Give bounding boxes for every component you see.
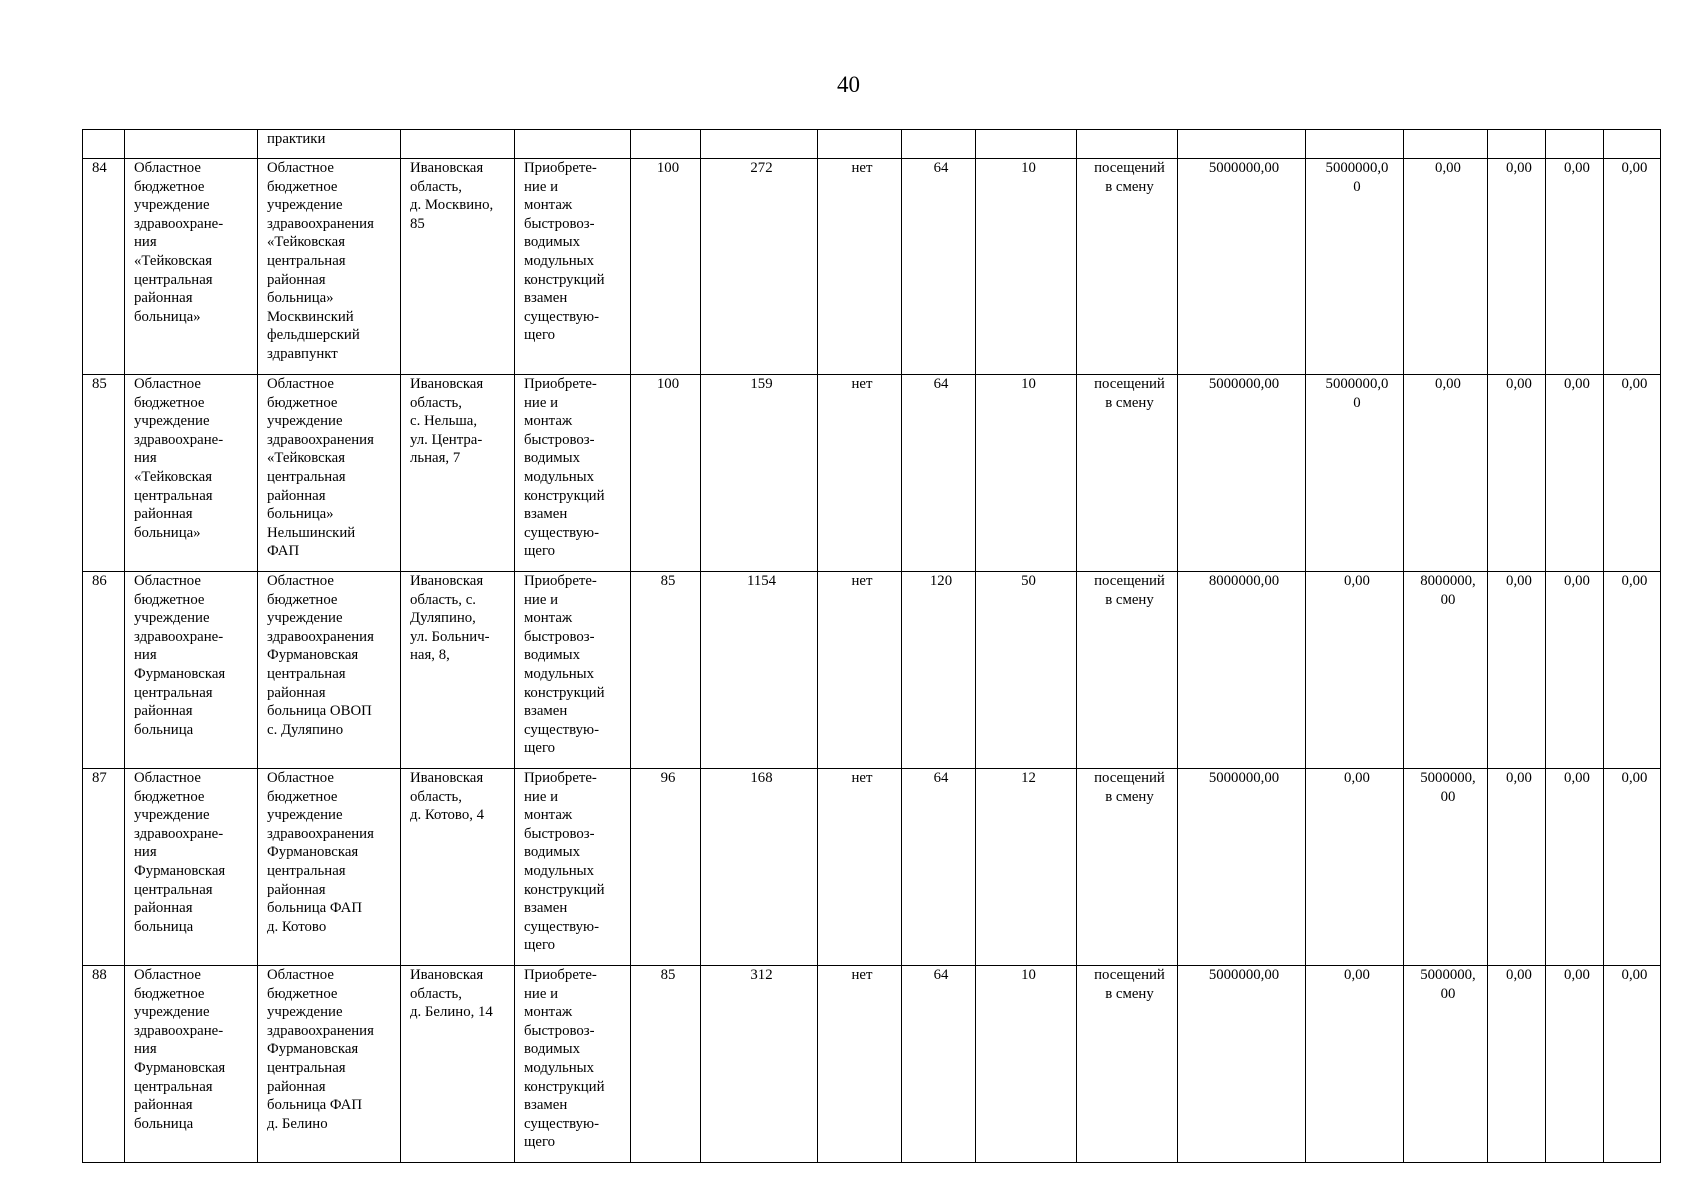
cell-amount: 0,00 [1488,966,1546,1163]
cell-total: 5000000,00 [1178,769,1306,966]
cell-empty [1604,130,1661,159]
cell-measure: Приобрете- ние и монтаж быстровоз- водимых модульных конструкций взамен существую- щего [515,769,631,966]
cell-amount: 0,00 [1404,375,1488,572]
cell-empty [401,130,515,159]
cell-value: 272 [701,159,818,375]
cell-value: 64 [902,769,976,966]
cell-value: 64 [902,159,976,375]
continuation-row [83,130,1661,159]
cell-total: 8000000,00 [1178,572,1306,769]
cell-value: 10 [976,159,1077,375]
cell-value: нет [818,769,902,966]
cell-empty [902,130,976,159]
cell-measure: Приобрете- ние и монтаж быстровоз- водимых модульных конструкций взамен существую- щего [515,375,631,572]
cell-amount: 5000000, 00 [1404,769,1488,966]
cell-empty [515,130,631,159]
cell-value: 85 [631,966,701,1163]
cell-amount: 5000000,0 0 [1306,159,1404,375]
cell-total: 5000000,00 [1178,375,1306,572]
cell-amount: 5000000, 00 [1404,966,1488,1163]
cell-address: Ивановская область, с. Нельша, ул. Центра- льная, 7 [401,375,515,572]
data-table [82,129,1661,1163]
cell-measure: Приобрете- ние и монтаж быстровоз- водимых модульных конструкций взамен существую- щего [515,572,631,769]
cell-empty [1077,130,1178,159]
cell-row-number: 85 [83,375,125,572]
cell-amount: 0,00 [1546,769,1604,966]
cell-total: 5000000,00 [1178,966,1306,1163]
cell-empty [631,130,701,159]
cell-value: 10 [976,966,1077,1163]
cell-row-number: 87 [83,769,125,966]
cell-value: нет [818,375,902,572]
cell-amount: 0,00 [1546,375,1604,572]
cell-amount: 0,00 [1604,966,1661,1163]
cell-amount: 0,00 [1604,159,1661,375]
cell-value: 64 [902,375,976,572]
table-row [83,375,1661,572]
cell-row-number: 86 [83,572,125,769]
cell-empty [1178,130,1306,159]
cell-organization: Областное бюджетное учреждение здравоохране- ния Фурмановская центральная районная больница [125,966,258,1163]
cell-amount: 0,00 [1546,159,1604,375]
cell-facility: Областное бюджетное учреждение здравоохранения «Тейковская центральная районная больница» Москвинский фельдшерский здравпункт [258,159,401,375]
cell-amount: 0,00 [1306,769,1404,966]
page-number: 40 [837,72,860,97]
cell-value: нет [818,966,902,1163]
cell-amount: 5000000,0 0 [1306,375,1404,572]
cell-value: 159 [701,375,818,572]
cell-facility: Областное бюджетное учреждение здравоохранения Фурмановская центральная районная больница ОВОП с. Дуляпино [258,572,401,769]
cell-amount: 0,00 [1488,375,1546,572]
cell-empty [125,130,258,159]
cell-value: 64 [902,966,976,1163]
cell-amount: 0,00 [1306,966,1404,1163]
cell-facility: Областное бюджетное учреждение здравоохранения Фурмановская центральная районная больница ФАП д. Белино [258,966,401,1163]
cell-amount: 0,00 [1546,966,1604,1163]
cell-address: Ивановская область, д. Москвино, 85 [401,159,515,375]
cell-measure: Приобрете- ние и монтаж быстровоз- водимых модульных конструкций взамен существую- щего [515,159,631,375]
cell-empty [818,130,902,159]
cell-value: 10 [976,375,1077,572]
cell-value: 100 [631,159,701,375]
cell-address: Ивановская область, д. Белино, 14 [401,966,515,1163]
cell-value: 12 [976,769,1077,966]
cell-amount: 0,00 [1604,769,1661,966]
cell-organization: Областное бюджетное учреждение здравоохране- ния Фурмановская центральная районная больница [125,572,258,769]
cell-measure: Приобрете- ние и монтаж быстровоз- водимых модульных конструкций взамен существую- щего [515,966,631,1163]
table-row [83,769,1661,966]
cell-value: 50 [976,572,1077,769]
cell-amount: 0,00 [1488,769,1546,966]
cell-facility: Областное бюджетное учреждение здравоохранения Фурмановская центральная районная больница ФАП д. Котово [258,769,401,966]
cell-value: 1154 [701,572,818,769]
cell-empty [1404,130,1488,159]
cell-empty [1488,130,1546,159]
cell-amount: 0,00 [1604,375,1661,572]
cell-value: 96 [631,769,701,966]
cell-organization: Областное бюджетное учреждение здравоохране- ния Фурмановская центральная районная больница [125,769,258,966]
cell-row-number: 88 [83,966,125,1163]
cell-empty [701,130,818,159]
cell-unit-name: посещений в смену [1077,375,1178,572]
cell-value: 85 [631,572,701,769]
cell-unit-name: посещений в смену [1077,572,1178,769]
cell-row-number: 84 [83,159,125,375]
cell-empty [1306,130,1404,159]
cell-facility: Областное бюджетное учреждение здравоохранения «Тейковская центральная районная больница» Нельшинский ФАП [258,375,401,572]
cell-value: 312 [701,966,818,1163]
cell-amount: 0,00 [1604,572,1661,769]
cell-amount: 0,00 [1546,572,1604,769]
cell-value: 120 [902,572,976,769]
cell-address: Ивановская область, д. Котово, 4 [401,769,515,966]
cell-organization: Областное бюджетное учреждение здравоохране- ния «Тейковская центральная районная больница» [125,375,258,572]
cell-organization: Областное бюджетное учреждение здравоохране- ния «Тейковская центральная районная больница» [125,159,258,375]
cell-value: нет [818,572,902,769]
cell-unit-name: посещений в смену [1077,769,1178,966]
cell-empty [83,130,125,159]
cell-amount: 0,00 [1488,572,1546,769]
cell-empty [1546,130,1604,159]
cell-value: нет [818,159,902,375]
cell-amount: 8000000, 00 [1404,572,1488,769]
cell-value: 168 [701,769,818,966]
cell-amount: 0,00 [1404,159,1488,375]
cell-empty [976,130,1077,159]
cell-amount: 0,00 [1488,159,1546,375]
table-row [83,159,1661,375]
table-row [83,572,1661,769]
cell-unit-name: посещений в смену [1077,159,1178,375]
cell-unit-name: посещений в смену [1077,966,1178,1163]
cell-address: Ивановская область, с. Дуляпино, ул. Больнич- ная, 8, [401,572,515,769]
cell-amount: 0,00 [1306,572,1404,769]
table-row [83,966,1661,1163]
cell-unit-continuation: практики [258,130,401,159]
cell-value: 100 [631,375,701,572]
cell-total: 5000000,00 [1178,159,1306,375]
